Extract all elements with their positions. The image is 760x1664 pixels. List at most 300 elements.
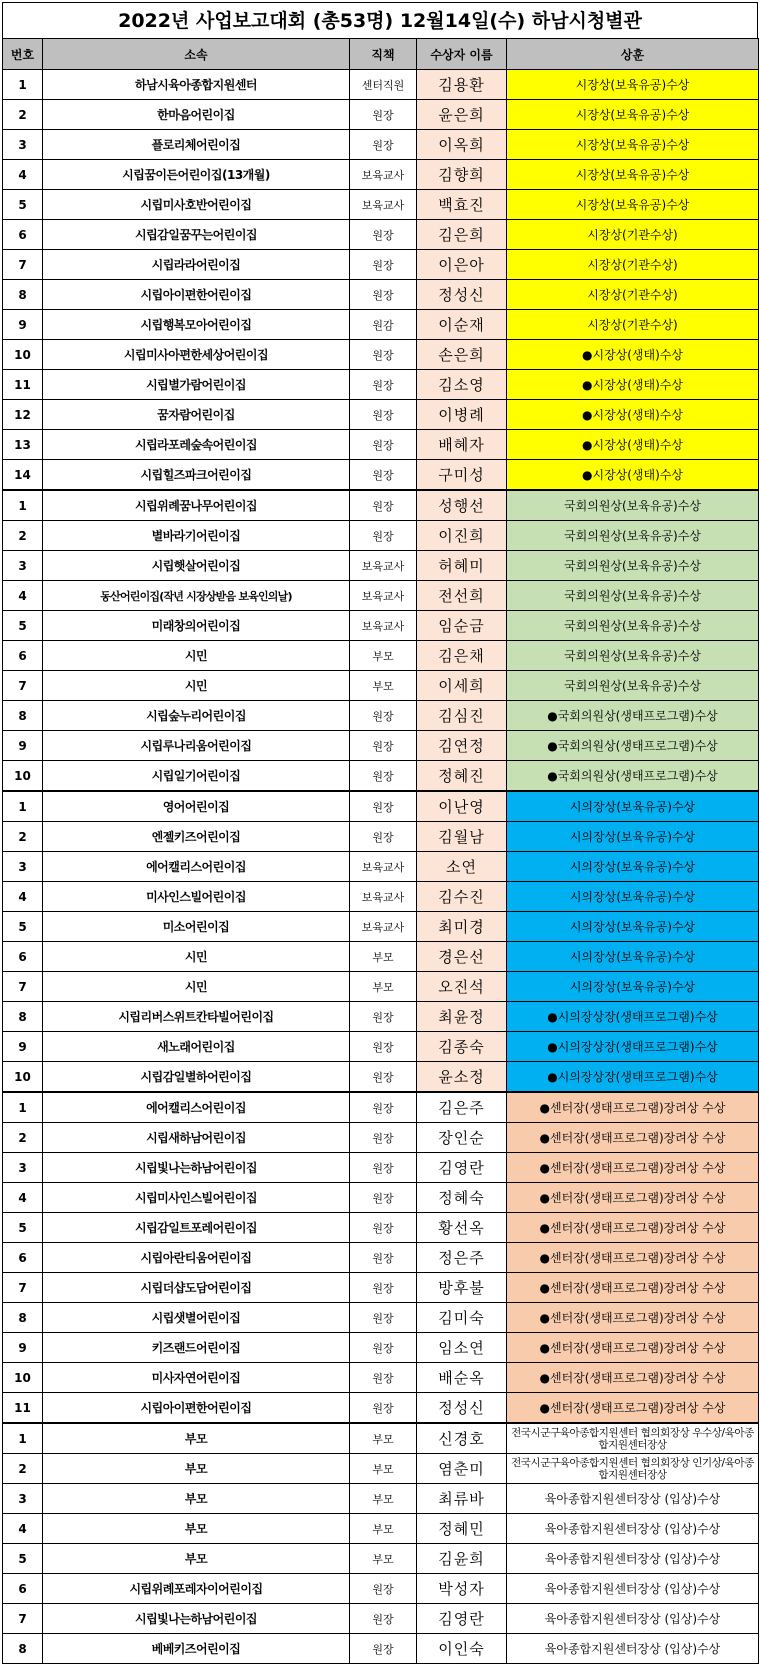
row-number: 2 xyxy=(3,1123,43,1153)
row-organization: 시립별가람어린이집 xyxy=(43,370,350,400)
row-award: 국회의원상(보육유공)수상 xyxy=(507,490,759,521)
row-recipient-name: 소연 xyxy=(417,852,507,882)
row-number: 9 xyxy=(3,310,43,340)
row-recipient-name: 김윤희 xyxy=(417,1544,507,1574)
row-organization: 한마음어린이집 xyxy=(43,100,350,130)
row-award: 국회의원상(보육유공)수상 xyxy=(507,671,759,701)
row-number: 11 xyxy=(3,1393,43,1424)
row-recipient-name: 김심진 xyxy=(417,701,507,731)
row-organization: 시민 xyxy=(43,641,350,671)
row-role: 원장 xyxy=(350,701,417,731)
row-recipient-name: 이은아 xyxy=(417,250,507,280)
row-number: 3 xyxy=(3,130,43,160)
table-row xyxy=(3,400,759,430)
row-award: ●센터장(생태프로그램)장려상 수상 xyxy=(507,1273,759,1303)
row-organization: 시립행복모아어린이집 xyxy=(43,310,350,340)
row-number: 1 xyxy=(3,1092,43,1123)
row-organization: 시립더샵도담어린이집 xyxy=(43,1273,350,1303)
row-recipient-name: 최류바 xyxy=(417,1484,507,1514)
row-organization: 시립빛나는하남어린이집 xyxy=(43,1604,350,1634)
row-award: ●센터장(생태프로그램)장려상 수상 xyxy=(507,1123,759,1153)
row-organization: 시립새하남어린이집 xyxy=(43,1123,350,1153)
row-number: 8 xyxy=(3,1002,43,1032)
row-award: 시장상(보육유공)수상 xyxy=(507,70,759,100)
row-role: 원장 xyxy=(350,370,417,400)
row-number: 12 xyxy=(3,400,43,430)
row-organization: 시립힐즈파크어린이집 xyxy=(43,460,350,491)
row-number: 4 xyxy=(3,882,43,912)
row-award: ●시장상(생태)수상 xyxy=(507,430,759,460)
row-number: 4 xyxy=(3,581,43,611)
row-organization: 새노래어린이집 xyxy=(43,1032,350,1062)
row-number: 7 xyxy=(3,972,43,1002)
row-number: 6 xyxy=(3,220,43,250)
row-award: ●시장상(생태)수상 xyxy=(507,370,759,400)
table-row xyxy=(3,1002,759,1032)
row-award: 시의장상(보육유공)수상 xyxy=(507,912,759,942)
row-award: ●시의장상장(생태프로그램)수상 xyxy=(507,1032,759,1062)
row-organization: 부모 xyxy=(43,1423,350,1454)
row-organization: 미래창의어린이집 xyxy=(43,611,350,641)
row-award: 전국시군구육아종합지원센터 협의회장상 우수상/육아종합지원센터장상 xyxy=(507,1423,759,1454)
table-row xyxy=(3,1092,759,1123)
row-number: 3 xyxy=(3,1153,43,1183)
row-recipient-name: 황선옥 xyxy=(417,1213,507,1243)
row-number: 9 xyxy=(3,1032,43,1062)
row-role: 부모 xyxy=(350,671,417,701)
row-recipient-name: 이세희 xyxy=(417,671,507,701)
header-award: 상훈 xyxy=(507,39,759,70)
row-role: 원장 xyxy=(350,430,417,460)
award-table xyxy=(2,38,759,1664)
row-role: 원장 xyxy=(350,1634,417,1664)
table-row xyxy=(3,490,759,521)
table-row xyxy=(3,1333,759,1363)
row-organization: 엔젤키즈어린이집 xyxy=(43,822,350,852)
table-row xyxy=(3,1183,759,1213)
row-award: ●센터장(생태프로그램)장려상 수상 xyxy=(507,1393,759,1424)
row-organization: 별바라기어린이집 xyxy=(43,521,350,551)
row-number: 4 xyxy=(3,160,43,190)
row-recipient-name: 임소연 xyxy=(417,1333,507,1363)
row-role: 원장 xyxy=(350,1123,417,1153)
row-role: 부모 xyxy=(350,972,417,1002)
table-row xyxy=(3,641,759,671)
table-row xyxy=(3,460,759,491)
row-recipient-name: 김은희 xyxy=(417,220,507,250)
row-number: 5 xyxy=(3,912,43,942)
row-organization: 시립아란티움어린이집 xyxy=(43,1243,350,1273)
row-number: 8 xyxy=(3,280,43,310)
row-recipient-name: 정성신 xyxy=(417,280,507,310)
row-award: 국회의원상(보육유공)수상 xyxy=(507,551,759,581)
row-recipient-name: 김수진 xyxy=(417,882,507,912)
row-award: 시장상(보육유공)수상 xyxy=(507,190,759,220)
row-role: 원장 xyxy=(350,1213,417,1243)
table-row xyxy=(3,611,759,641)
row-role: 원장 xyxy=(350,220,417,250)
row-organization: 부모 xyxy=(43,1454,350,1484)
row-role: 원장 xyxy=(350,1032,417,1062)
row-number: 5 xyxy=(3,190,43,220)
row-recipient-name: 정은주 xyxy=(417,1243,507,1273)
row-organization: 시립라라어린이집 xyxy=(43,250,350,280)
row-award: 육아종합지원센터장상 (입상)수상 xyxy=(507,1514,759,1544)
row-number: 2 xyxy=(3,100,43,130)
row-organization: 시립숲누리어린이집 xyxy=(43,701,350,731)
row-number: 10 xyxy=(3,1363,43,1393)
row-role: 보육교사 xyxy=(350,852,417,882)
row-number: 2 xyxy=(3,822,43,852)
row-recipient-name: 김소영 xyxy=(417,370,507,400)
table-row xyxy=(3,852,759,882)
row-recipient-name: 방후불 xyxy=(417,1273,507,1303)
row-award: 육아종합지원센터장상 (입상)수상 xyxy=(507,1574,759,1604)
row-recipient-name: 이인숙 xyxy=(417,1634,507,1664)
row-award: 국회의원상(보육유공)수상 xyxy=(507,611,759,641)
table-row xyxy=(3,430,759,460)
row-recipient-name: 손은희 xyxy=(417,340,507,370)
row-number: 5 xyxy=(3,611,43,641)
row-role: 부모 xyxy=(350,641,417,671)
table-row xyxy=(3,70,759,100)
row-role: 부모 xyxy=(350,1484,417,1514)
row-award: 육아종합지원센터장상 (입상)수상 xyxy=(507,1634,759,1664)
table-row xyxy=(3,100,759,130)
row-number: 4 xyxy=(3,1514,43,1544)
row-role: 원장 xyxy=(350,280,417,310)
row-recipient-name: 신경호 xyxy=(417,1423,507,1454)
row-number: 5 xyxy=(3,1213,43,1243)
row-role: 보육교사 xyxy=(350,882,417,912)
row-organization: 시립라포레숲속어린이집 xyxy=(43,430,350,460)
row-role: 부모 xyxy=(350,1544,417,1574)
row-number: 9 xyxy=(3,1333,43,1363)
row-organization: 시민 xyxy=(43,671,350,701)
row-organization: 미사인스빌어린이집 xyxy=(43,882,350,912)
row-organization: 꿈자람어린이집 xyxy=(43,400,350,430)
table-row xyxy=(3,1544,759,1574)
row-organization: 부모 xyxy=(43,1514,350,1544)
row-role: 원장 xyxy=(350,1333,417,1363)
award-sheet xyxy=(2,2,758,1664)
row-role: 원장 xyxy=(350,1002,417,1032)
header-org: 소속 xyxy=(43,39,350,70)
table-row xyxy=(3,1604,759,1634)
table-row xyxy=(3,1393,759,1424)
table-row xyxy=(3,581,759,611)
row-role: 원장 xyxy=(350,1183,417,1213)
row-recipient-name: 정혜민 xyxy=(417,1514,507,1544)
table-row xyxy=(3,1363,759,1393)
row-number: 3 xyxy=(3,551,43,581)
table-row xyxy=(3,912,759,942)
row-organization: 시립루나리움어린이집 xyxy=(43,731,350,761)
row-recipient-name: 윤은희 xyxy=(417,100,507,130)
row-recipient-name: 임순금 xyxy=(417,611,507,641)
row-role: 원장 xyxy=(350,1574,417,1604)
row-award: ●센터장(생태프로그램)장려상 수상 xyxy=(507,1243,759,1273)
table-body xyxy=(3,70,759,1664)
row-organization: 영어어린이집 xyxy=(43,791,350,822)
row-number: 7 xyxy=(3,1604,43,1634)
row-award: 시의장상(보육유공)수상 xyxy=(507,852,759,882)
row-award: 시의장상(보육유공)수상 xyxy=(507,942,759,972)
row-recipient-name: 윤소정 xyxy=(417,1062,507,1093)
row-recipient-name: 김은주 xyxy=(417,1092,507,1123)
row-role: 원장 xyxy=(350,1363,417,1393)
row-award: ●시장상(생태)수상 xyxy=(507,340,759,370)
row-role: 원장 xyxy=(350,731,417,761)
row-award: ●센터장(생태프로그램)장려상 수상 xyxy=(507,1333,759,1363)
table-row xyxy=(3,701,759,731)
table-row xyxy=(3,310,759,340)
row-organization: 플로리체어린이집 xyxy=(43,130,350,160)
row-role: 원장 xyxy=(350,1092,417,1123)
row-role: 원장 xyxy=(350,100,417,130)
row-award: 시의장상(보육유공)수상 xyxy=(507,822,759,852)
row-recipient-name: 오진석 xyxy=(417,972,507,1002)
row-number: 3 xyxy=(3,1484,43,1514)
table-row xyxy=(3,882,759,912)
row-award: ●센터장(생태프로그램)장려상 수상 xyxy=(507,1213,759,1243)
row-role: 원장 xyxy=(350,791,417,822)
table-row xyxy=(3,791,759,822)
row-award: 시장상(기관수상) xyxy=(507,250,759,280)
row-number: 6 xyxy=(3,641,43,671)
row-role: 원장 xyxy=(350,490,417,521)
row-award: ●센터장(생태프로그램)장려상 수상 xyxy=(507,1092,759,1123)
row-recipient-name: 김용환 xyxy=(417,70,507,100)
table-row xyxy=(3,1634,759,1664)
row-organization: 에어캘리스어린이집 xyxy=(43,1092,350,1123)
row-award: 시장상(보육유공)수상 xyxy=(507,160,759,190)
row-role: 부모 xyxy=(350,1514,417,1544)
row-role: 보육교사 xyxy=(350,581,417,611)
row-organization: 시립아이편한어린이집 xyxy=(43,1393,350,1424)
row-award: ●시장상(생태)수상 xyxy=(507,400,759,430)
row-number: 13 xyxy=(3,430,43,460)
row-role: 원장 xyxy=(350,1153,417,1183)
row-award: 시장상(기관수상) xyxy=(507,220,759,250)
row-organization: 미사자연어린이집 xyxy=(43,1363,350,1393)
row-recipient-name: 배순옥 xyxy=(417,1363,507,1393)
row-number: 4 xyxy=(3,1183,43,1213)
row-award: 국회의원상(보육유공)수상 xyxy=(507,521,759,551)
row-organization: 시립리버스위트칸타빌어린이집 xyxy=(43,1002,350,1032)
row-role: 원장 xyxy=(350,1604,417,1634)
row-award: ●국회의원상(생태프로그램)수상 xyxy=(507,731,759,761)
row-role: 보육교사 xyxy=(350,551,417,581)
row-recipient-name: 백효진 xyxy=(417,190,507,220)
row-recipient-name: 김영란 xyxy=(417,1604,507,1634)
row-recipient-name: 정혜숙 xyxy=(417,1183,507,1213)
row-role: 원장 xyxy=(350,1303,417,1333)
row-role: 보육교사 xyxy=(350,160,417,190)
sheet-title: 2022년 사업보고대회 (총53명) 12월14일(수) 하남시청별관 xyxy=(2,2,758,38)
row-organization: 하남시육아종합지원센터 xyxy=(43,70,350,100)
row-organization: 시립일기어린이집 xyxy=(43,761,350,792)
row-organization: 시립아이편한어린이집 xyxy=(43,280,350,310)
row-award: 국회의원상(보육유공)수상 xyxy=(507,581,759,611)
row-role: 원장 xyxy=(350,400,417,430)
table-row xyxy=(3,1273,759,1303)
table-row xyxy=(3,1454,759,1484)
row-organization: 미소어린이집 xyxy=(43,912,350,942)
row-award: 국회의원상(보육유공)수상 xyxy=(507,641,759,671)
row-award: ●시의장상장(생태프로그램)수상 xyxy=(507,1062,759,1093)
table-row xyxy=(3,1032,759,1062)
row-number: 2 xyxy=(3,521,43,551)
table-row xyxy=(3,1514,759,1544)
row-award: ●센터장(생태프로그램)장려상 수상 xyxy=(507,1363,759,1393)
row-number: 11 xyxy=(3,370,43,400)
row-number: 10 xyxy=(3,761,43,792)
table-row xyxy=(3,130,759,160)
row-award: 시장상(보육유공)수상 xyxy=(507,130,759,160)
row-organization: 시립감일꿈꾸는어린이집 xyxy=(43,220,350,250)
row-role: 원장 xyxy=(350,130,417,160)
row-award: 육아종합지원센터장상 (입상)수상 xyxy=(507,1604,759,1634)
row-role: 부모 xyxy=(350,942,417,972)
row-recipient-name: 이옥희 xyxy=(417,130,507,160)
table-row xyxy=(3,1574,759,1604)
table-row xyxy=(3,220,759,250)
row-number: 10 xyxy=(3,340,43,370)
row-recipient-name: 이순재 xyxy=(417,310,507,340)
row-organization: 키즈랜드어린이집 xyxy=(43,1333,350,1363)
row-number: 7 xyxy=(3,250,43,280)
row-recipient-name: 김향희 xyxy=(417,160,507,190)
row-recipient-name: 이진희 xyxy=(417,521,507,551)
row-number: 8 xyxy=(3,701,43,731)
row-recipient-name: 김연정 xyxy=(417,731,507,761)
row-role: 센터직원 xyxy=(350,70,417,100)
table-row xyxy=(3,551,759,581)
row-organization: 시립미사아편한세상어린이집 xyxy=(43,340,350,370)
row-award: 시의장상(보육유공)수상 xyxy=(507,791,759,822)
row-organization: 동산어린이집(작년 시장상받음 보육인의날) xyxy=(43,581,350,611)
row-number: 1 xyxy=(3,1423,43,1454)
row-recipient-name: 이병례 xyxy=(417,400,507,430)
row-organization: 시민 xyxy=(43,942,350,972)
table-row xyxy=(3,1484,759,1514)
row-organization: 시민 xyxy=(43,972,350,1002)
table-row xyxy=(3,160,759,190)
row-award: ●센터장(생태프로그램)장려상 수상 xyxy=(507,1303,759,1333)
row-recipient-name: 정혜진 xyxy=(417,761,507,792)
row-award: 육아종합지원센터장상 (입상)수상 xyxy=(507,1484,759,1514)
header-name: 수상자 이름 xyxy=(417,39,507,70)
table-row xyxy=(3,1062,759,1093)
table-row xyxy=(3,822,759,852)
table-row xyxy=(3,521,759,551)
row-organization: 에어캘리스어린이집 xyxy=(43,852,350,882)
row-number: 2 xyxy=(3,1454,43,1484)
row-organization: 베베키즈어린이집 xyxy=(43,1634,350,1664)
row-role: 원감 xyxy=(350,310,417,340)
row-number: 7 xyxy=(3,1273,43,1303)
row-recipient-name: 김영란 xyxy=(417,1153,507,1183)
row-recipient-name: 배혜자 xyxy=(417,430,507,460)
row-role: 원장 xyxy=(350,761,417,792)
row-award: 육아종합지원센터장상 (입상)수상 xyxy=(507,1544,759,1574)
row-role: 원장 xyxy=(350,250,417,280)
row-number: 8 xyxy=(3,1303,43,1333)
row-award: 시의장상(보육유공)수상 xyxy=(507,882,759,912)
table-row xyxy=(3,1303,759,1333)
row-award: ●국회의원상(생태프로그램)수상 xyxy=(507,761,759,792)
table-row xyxy=(3,190,759,220)
row-organization: 시립미사인스빌어린이집 xyxy=(43,1183,350,1213)
table-row xyxy=(3,340,759,370)
row-role: 원장 xyxy=(350,1243,417,1273)
row-number: 10 xyxy=(3,1062,43,1093)
row-organization: 시립샛별어린이집 xyxy=(43,1303,350,1333)
row-organization: 시립감일트포레어린이집 xyxy=(43,1213,350,1243)
table-row xyxy=(3,1243,759,1273)
row-role: 원장 xyxy=(350,1273,417,1303)
row-award: ●시의장상장(생태프로그램)수상 xyxy=(507,1002,759,1032)
row-number: 3 xyxy=(3,852,43,882)
row-role: 원장 xyxy=(350,521,417,551)
row-recipient-name: 경은선 xyxy=(417,942,507,972)
row-number: 7 xyxy=(3,671,43,701)
row-award: 시의장상(보육유공)수상 xyxy=(507,972,759,1002)
row-number: 6 xyxy=(3,942,43,972)
table-row xyxy=(3,761,759,792)
row-organization: 시립위례꿈나무어린이집 xyxy=(43,490,350,521)
row-role: 원장 xyxy=(350,822,417,852)
row-award: 시장상(기관수상) xyxy=(507,310,759,340)
row-organization: 부모 xyxy=(43,1484,350,1514)
row-number: 9 xyxy=(3,731,43,761)
row-organization: 부모 xyxy=(43,1544,350,1574)
table-row xyxy=(3,250,759,280)
row-number: 1 xyxy=(3,490,43,521)
row-organization: 시립햇살어린이집 xyxy=(43,551,350,581)
table-row xyxy=(3,1123,759,1153)
row-number: 1 xyxy=(3,791,43,822)
row-recipient-name: 김월남 xyxy=(417,822,507,852)
row-recipient-name: 허혜미 xyxy=(417,551,507,581)
row-recipient-name: 구미성 xyxy=(417,460,507,491)
row-organization: 시립미사호반어린이집 xyxy=(43,190,350,220)
row-award: ●시장상(생태)수상 xyxy=(507,460,759,491)
row-role: 원장 xyxy=(350,340,417,370)
header-role: 직책 xyxy=(350,39,417,70)
row-recipient-name: 김미숙 xyxy=(417,1303,507,1333)
header-row xyxy=(3,39,759,70)
row-role: 원장 xyxy=(350,1062,417,1093)
row-recipient-name: 염춘미 xyxy=(417,1454,507,1484)
row-recipient-name: 장인순 xyxy=(417,1123,507,1153)
row-number: 6 xyxy=(3,1243,43,1273)
row-organization: 시립감일별하어린이집 xyxy=(43,1062,350,1093)
row-organization: 시립위례포레자이어린이집 xyxy=(43,1574,350,1604)
table-row xyxy=(3,370,759,400)
row-number: 8 xyxy=(3,1634,43,1664)
row-award: ●센터장(생태프로그램)장려상 수상 xyxy=(507,1153,759,1183)
row-role: 원장 xyxy=(350,1393,417,1424)
row-recipient-name: 박성자 xyxy=(417,1574,507,1604)
row-recipient-name: 최미경 xyxy=(417,912,507,942)
table-row xyxy=(3,972,759,1002)
row-recipient-name: 전선희 xyxy=(417,581,507,611)
header-no: 번호 xyxy=(3,39,43,70)
row-award: 전국시군구육아종합지원센터 협의회장상 인기상/육아종합지원센터장상 xyxy=(507,1454,759,1484)
row-role: 부모 xyxy=(350,1423,417,1454)
